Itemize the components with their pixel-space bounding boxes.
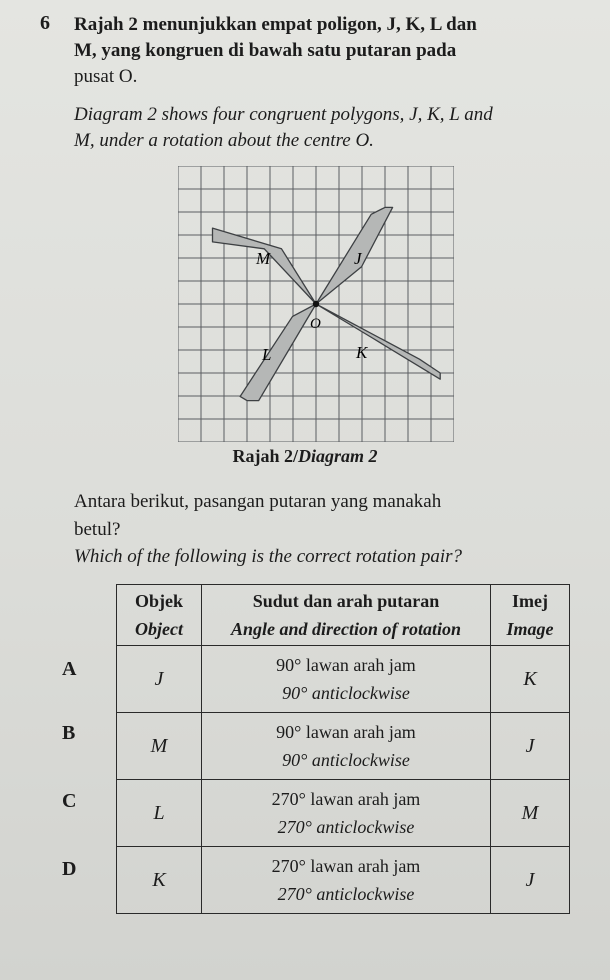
option-row-d[interactable] bbox=[117, 847, 570, 914]
question-number: 6 bbox=[40, 12, 50, 34]
option-row-b[interactable] bbox=[117, 713, 570, 780]
label-k: K bbox=[356, 343, 368, 362]
option-letter-c[interactable]: C bbox=[62, 790, 77, 812]
prompt-english: Which of the following is the correct rotation pair? bbox=[74, 546, 463, 567]
question-ms-line-3: pusat O. bbox=[74, 66, 138, 87]
row-a-object: J bbox=[117, 646, 202, 713]
row-d-object: K bbox=[117, 847, 202, 914]
question-en-line-1: Diagram 2 shows four congruent polygons, J, K, L and bbox=[74, 104, 493, 125]
label-j: J bbox=[354, 249, 362, 268]
row-a-rotation: 90° lawan arah jam 90° anticlockwise bbox=[202, 646, 491, 713]
label-o: O bbox=[310, 316, 321, 332]
centre-o-point bbox=[313, 301, 319, 307]
question-ms-line-1: Rajah 2 menunjukkan empat poligon, J, K, L dan bbox=[74, 14, 477, 35]
option-letter-b[interactable]: B bbox=[62, 722, 76, 744]
option-row-a[interactable] bbox=[117, 646, 570, 713]
header-image: Imej Image bbox=[491, 585, 570, 646]
question-ms-line-2: M, yang kongruen di bawah satu putaran pada bbox=[74, 40, 457, 61]
polygon-l bbox=[240, 304, 316, 401]
prompt-ms-line-2: betul? bbox=[74, 519, 121, 540]
row-b-object: M bbox=[117, 713, 202, 780]
option-letter-a[interactable]: A bbox=[62, 658, 77, 680]
prompt-malay bbox=[74, 488, 574, 544]
table-header-row bbox=[117, 585, 570, 646]
header-object: Objek Object bbox=[117, 585, 202, 646]
rotation-diagram bbox=[178, 166, 454, 442]
row-b-image: J bbox=[491, 713, 570, 780]
diagram-caption bbox=[0, 446, 610, 467]
row-d-image: J bbox=[491, 847, 570, 914]
row-d-rotation: 270° lawan arah jam 270° anticlockwise bbox=[202, 847, 491, 914]
label-m: M bbox=[256, 249, 271, 268]
options-table bbox=[116, 584, 570, 914]
option-row-c[interactable] bbox=[117, 780, 570, 847]
question-text-english bbox=[74, 102, 574, 154]
question-text-malay bbox=[74, 12, 574, 90]
caption-english: Diagram 2 bbox=[298, 446, 378, 466]
header-angle: Sudut dan arah putaran Angle and direction of rotation bbox=[202, 585, 491, 646]
row-a-image: K bbox=[491, 646, 570, 713]
question-en-line-2: M, under a rotation about the centre O. bbox=[74, 130, 374, 151]
prompt-ms-line-1: Antara berikut, pasangan putaran yang manakah bbox=[74, 491, 442, 512]
label-l: L bbox=[262, 345, 272, 364]
row-c-rotation: 270° lawan arah jam 270° anticlockwise bbox=[202, 780, 491, 847]
caption-malay: Rajah 2/ bbox=[232, 446, 298, 466]
option-letter-d[interactable]: D bbox=[62, 858, 77, 880]
row-c-object: L bbox=[117, 780, 202, 847]
polygon-k bbox=[316, 304, 440, 379]
row-b-rotation: 90° lawan arah jam 90° anticlockwise bbox=[202, 713, 491, 780]
row-c-image: M bbox=[491, 780, 570, 847]
